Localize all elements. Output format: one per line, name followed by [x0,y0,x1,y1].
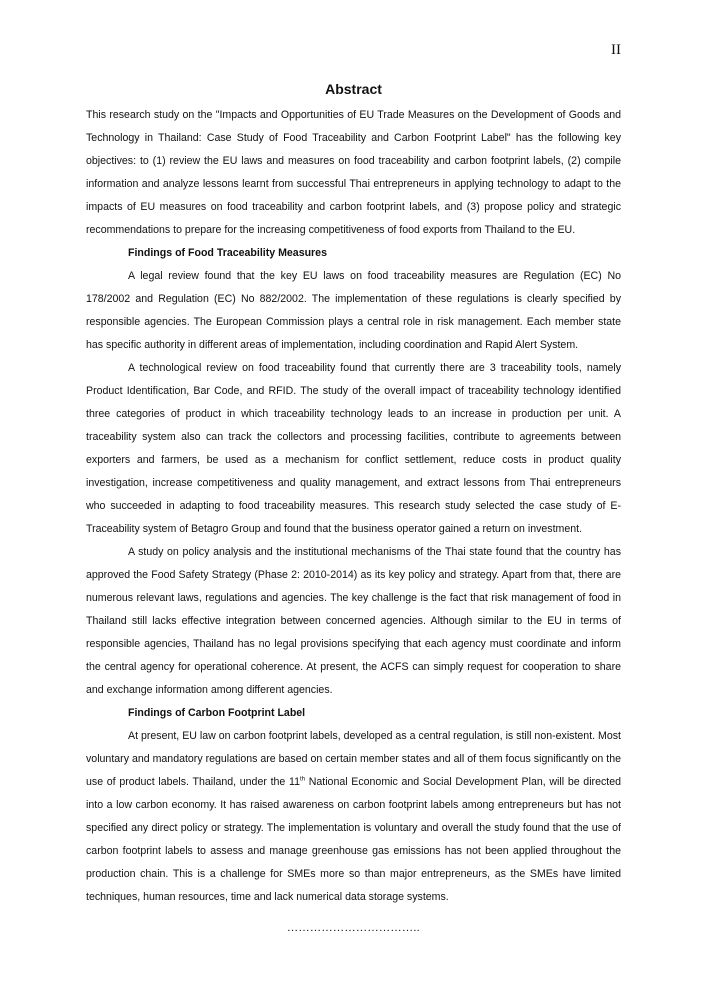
footer-dotted-line: …………………………….. [287,922,420,934]
paragraph-carbon-footprint [86,725,621,909]
paragraph-policy-analysis: A study on policy analysis and the institutional mechanisms of the Thai state found that the country has approved the Food Safety Strategy (Phase 2: 2010-2014) as its key policy and strategy. Apart from that, there are numerous relevant laws, regulations and agencies. The key challenge is the fact that risk management of food in Thailand still lacks effective integration between concerned agencies. Although similar to the EU in terms of responsible agencies, Thailand has no legal provisions specifying that each agency must coordinate and inform the central agency for operational coherence. At present, the ACFS can simply request for cooperation to share and exchange information among different agencies. [86,546,621,696]
page-number: II [611,42,621,58]
carbon-text-part1: At present, EU law on carbon footprint labels, developed as a central regulation, is still non-existent. Most voluntary and mandatory regulations are based on certain member states and all of them focus significantly on the use of product labels. Thailand, under the 11 [86,730,621,788]
ordinal-suffix: th [300,776,306,783]
page-title: Abstract [325,81,382,97]
intro-paragraph: This research study on the "Impacts and Opportunities of EU Trade Measures on the Development of Goods and Technology in Thailand: Case Study of Food Traceability and Carbon Footprint Label" has the following key objectives: to (1) review the EU laws and measures on food traceability and carbon footprint labels, (2) compile information and analyze lessons learnt from successful Thai entrepreneurs in applying technology to adapt to the impacts of EU measures on food traceability and carbon footprint labels, and (3) propose policy and strategic recommendations to prepare for the increasing competitiveness of food exports from Thailand to the EU. [86,109,621,236]
section-heading-carbon-footprint: Findings of Carbon Footprint Label [128,707,306,719]
paragraph-legal-review: A legal review found that the key EU laws on food traceability measures are Regulation (EC) No 178/2002 and Regulation (EC) No 882/2002. The implementation of these regulations is clearly specified by responsible agencies. The European Commission plays a central role in risk management. Each member state has specific authority in different areas of implementation, including coordination and Rapid Alert System. [86,270,621,351]
carbon-text-part2: National Economic and Social Development Plan, will be directed into a low carbon economy. It has raised awareness on carbon footprint labels among entrepreneurs but has not specified any direct policy or strategy. The implementation is voluntary and overall the study found that the use of carbon footprint labels to assess and manage greenhouse gas emissions has not been applied throughout the production chain. This is a challenge for SMEs more so than major entrepreneurs, as the SMEs have limited techniques, human resources, time and lack numerical data storage systems. [86,776,621,903]
paragraph-technological-review: A technological review on food traceability found that currently there are 3 traceability tools, namely Product Identification, Bar Code, and RFID. The study of the overall impact of traceability technology identified three categories of product in which traceability technology leads to an increase in production per unit. A traceability system also can track the collectors and processing facilities, contribute to agreements between exporters and farmers, be used as a mechanism for conflict settlement, reduce costs in product quality investigation, increase competitiveness and quality management, and extract lessons from Thai entrepreneurs who succeeded in adapting to food traceability measures. This research study selected the case study of E-Traceability system of Betagro Group and found that the business operator gained a return on investment. [86,362,621,535]
abstract-body [86,80,621,909]
section-heading-food-traceability: Findings of Food Traceability Measures [128,247,327,259]
